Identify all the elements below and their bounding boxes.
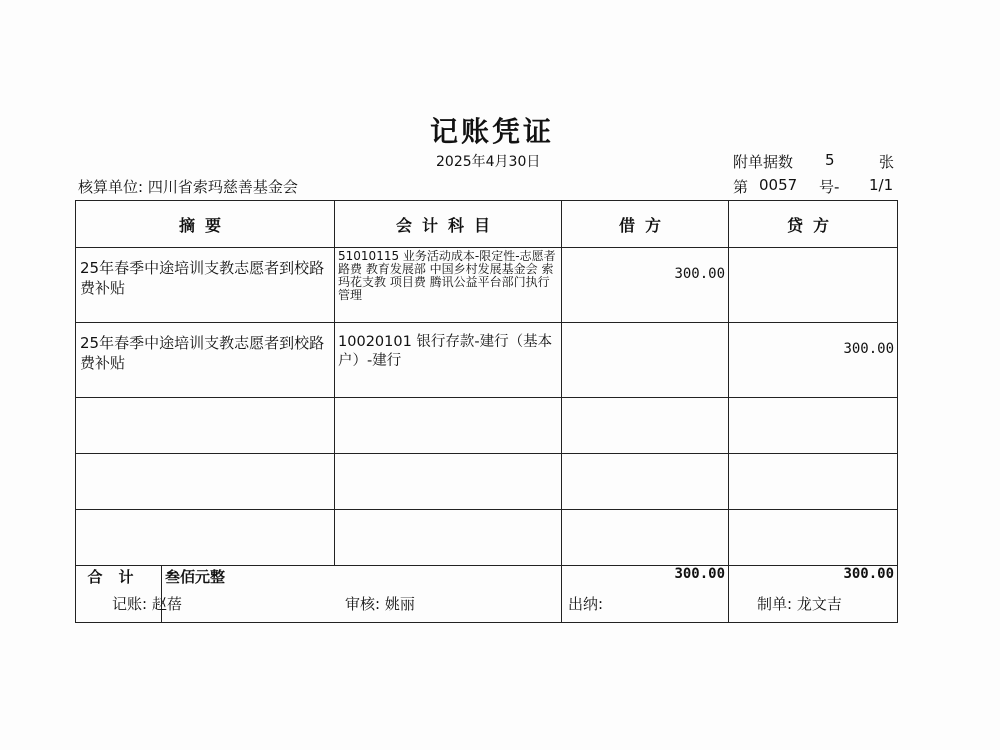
empty-cell <box>729 510 898 566</box>
row-account: 10020101 银行存款-建行（基本户）-建行 <box>335 323 562 398</box>
voucher-page-number: 1/1 <box>869 176 894 194</box>
empty-cell <box>76 454 335 510</box>
row-debit <box>562 323 729 398</box>
total-in-words: 叁佰元整 <box>162 566 562 623</box>
header-account: 会计科目 <box>335 201 562 248</box>
attachment-count <box>733 151 898 172</box>
row-account: 51010115 业务活动成本-限定性-志愿者路费 教育发展部 中国乡村发展基金会 索玛花支教 项目费 腾讯公益平台部门执行管理 <box>335 248 562 323</box>
header-summary: 摘要 <box>76 201 335 248</box>
empty-cell <box>335 510 562 566</box>
total-credit: 300.00 <box>729 566 898 623</box>
row-credit: 300.00 <box>729 323 898 398</box>
total-label: 合计 <box>76 566 162 623</box>
reviewer-name: 姚丽 <box>384 595 415 613</box>
table-row <box>76 323 898 398</box>
voucher-number-prefix: 第 <box>733 178 749 196</box>
voucher-date: 2025年4月30日 <box>436 154 541 170</box>
total-debit: 300.00 <box>562 566 729 623</box>
bookkeeper-name: 赵蓓 <box>151 595 182 613</box>
empty-cell <box>562 510 729 566</box>
empty-cell <box>562 398 729 454</box>
header-row <box>76 201 898 248</box>
row-debit: 300.00 <box>562 248 729 323</box>
empty-cell <box>335 398 562 454</box>
accounting-unit-label: 核算单位: <box>78 178 144 196</box>
voucher-number <box>733 176 898 197</box>
empty-cell <box>76 398 335 454</box>
accounting-unit <box>78 176 298 197</box>
header-credit: 贷方 <box>729 201 898 248</box>
voucher-number-value: 0057 <box>759 176 798 194</box>
table-row <box>76 248 898 323</box>
empty-cell <box>729 398 898 454</box>
preparer-name: 龙文吉 <box>796 595 842 613</box>
voucher-title: 记账凭证 <box>429 115 554 148</box>
accounting-unit-name: 四川省索玛慈善基金会 <box>147 178 298 196</box>
cashier-signature <box>568 593 603 614</box>
attachment-label: 附单据数 <box>733 153 794 171</box>
row-summary: 25年春季中途培训支教志愿者到校路费补贴 <box>76 248 335 323</box>
empty-row <box>76 510 898 566</box>
bookkeeper-signature <box>112 593 182 614</box>
empty-cell <box>562 454 729 510</box>
bookkeeper-label: 记账: <box>112 595 148 613</box>
attachment-number: 5 <box>825 151 835 169</box>
empty-cell <box>729 454 898 510</box>
header-debit: 借方 <box>562 201 729 248</box>
voucher-table <box>75 200 898 623</box>
reviewer-signature <box>345 593 415 614</box>
reviewer-label: 审核: <box>345 595 381 613</box>
cashier-label: 出纳: <box>568 595 604 613</box>
preparer-signature <box>757 593 842 614</box>
voucher-number-suffix: 号- <box>819 178 840 196</box>
empty-cell <box>76 510 335 566</box>
attachment-unit: 张 <box>879 153 895 171</box>
empty-cell <box>335 454 562 510</box>
preparer-label: 制单: <box>757 595 793 613</box>
empty-row <box>76 398 898 454</box>
row-credit <box>729 248 898 323</box>
row-summary: 25年春季中途培训支教志愿者到校路费补贴 <box>76 323 335 398</box>
empty-row <box>76 454 898 510</box>
